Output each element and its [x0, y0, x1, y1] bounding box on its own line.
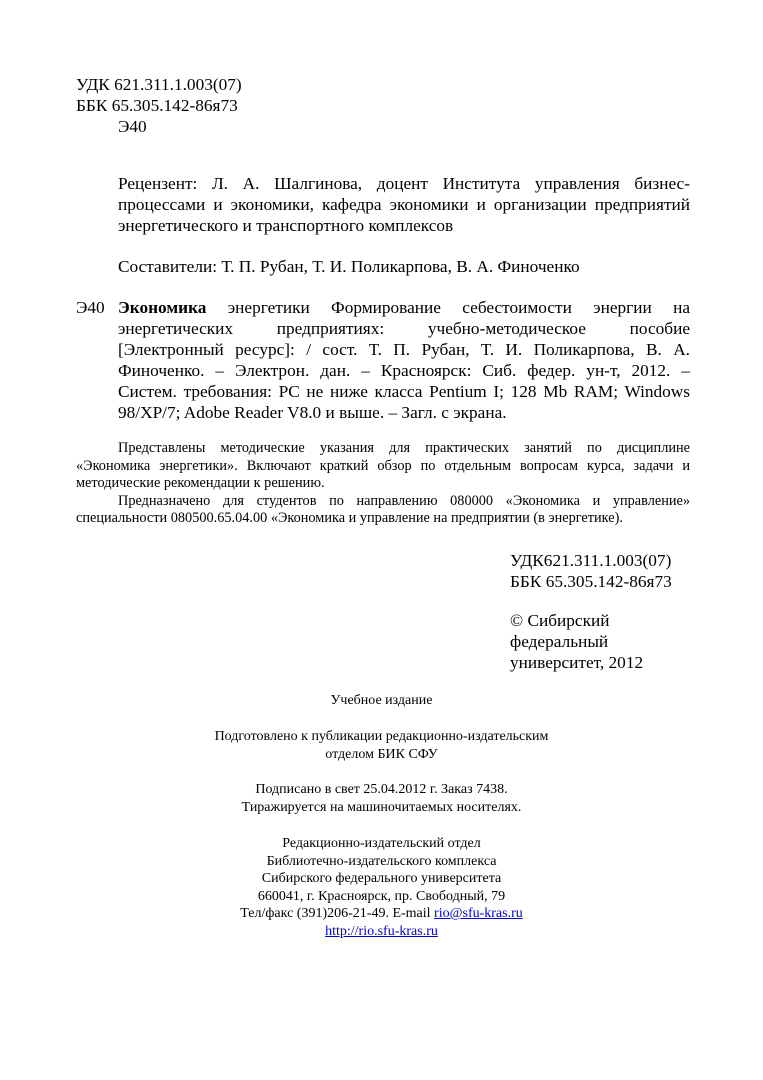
publisher-line: Библиотечно-издательского комплекса: [266, 853, 497, 869]
bib-line: Систем. требования: PC не ниже класса Pentium I; 128 Mb RAM; Windows: [118, 382, 690, 401]
header-codes: [76, 74, 242, 137]
abstract-line: «Экономика энергетики». Включают краткий обзор по отдельным вопросам курса, задачи и: [76, 457, 690, 474]
prepared-line: Подготовлено к публикации редакционно-издательским: [214, 729, 549, 744]
contact-line: Тел/факс (391)206-21-49. E-mail rio@sfu-kras.ru: [240, 906, 523, 921]
url-line: [0, 923, 763, 941]
reviewer-line: Рецензент: Л. А. Шалгинова, доцент Института управления бизнес-: [118, 174, 690, 193]
copyright-block: [510, 610, 643, 673]
publisher-line: Сибирского федерального университета: [261, 871, 502, 886]
copyright-line: © Сибирский: [510, 611, 610, 630]
abstract-block: [76, 440, 690, 528]
reviewer-block: [118, 173, 690, 236]
signed-line: Тиражируется на машиночитаемых носителях.: [241, 799, 522, 815]
publisher-line: Редакционно-издательский отдел: [282, 836, 481, 851]
bib-line: Экономика энергетики Формирование себестоимости энергии на: [118, 298, 690, 317]
copyright-line: университет, 2012: [510, 653, 644, 672]
publisher-address: 660041, г. Красноярск, пр. Свободный, 79: [257, 888, 506, 904]
abstract-line: методические рекомендации к решению.: [76, 475, 325, 491]
edition-type: Учебное издание: [330, 693, 433, 708]
email-link[interactable]: rio@sfu-kras.ru: [434, 906, 523, 921]
bbk-code-right: ББК 65.305.142-86я73: [510, 572, 672, 591]
abstract-line: специальности 080500.65.04.00 «Экономика и управление на предприятии (в энергетике).: [76, 510, 623, 526]
bib-line: 98/XP/7; Adobe Reader V8.0 и выше. – Загл. с экрана.: [118, 403, 507, 422]
compilers-line: Составители: Т. П. Рубан, Т. И. Поликарпова, В. А. Финоченко: [118, 257, 580, 276]
udk-code-right: УДК621.311.1.003(07): [510, 551, 672, 570]
prepared-line: отделом БИК СФУ: [325, 746, 438, 762]
right-codes: [510, 550, 672, 592]
copyright-line: федеральный: [510, 632, 609, 651]
signed-block: [0, 781, 763, 816]
prepared-block: [0, 728, 763, 763]
bib-line: энергетических предприятиях: учебно-методическое пособие: [118, 319, 690, 338]
bib-description: [118, 297, 690, 423]
author-mark: Э40: [118, 117, 147, 136]
publisher-block: [0, 835, 763, 940]
abstract-line: Предназначено для студентов по направлению 080000 «Экономика и управление»: [118, 492, 690, 509]
website-link[interactable]: http://rio.sfu-kras.ru: [325, 923, 438, 939]
abstract-line: Представлены методические указания для практических занятий по дисциплине: [118, 440, 690, 456]
reviewer-line: энергетического и транспортного комплексов: [118, 216, 454, 235]
reviewer-line: процессами и экономики, кафедра экономики и организации предприятий: [118, 195, 690, 214]
bib-code: Э40: [76, 298, 105, 317]
bib-line: [Электронный ресурс]: / сост. Т. П. Рубан, Т. И. Поликарпова, В. А.: [118, 340, 690, 359]
signed-line: Подписано в свет 25.04.2012 г. Заказ 7438.: [255, 782, 508, 797]
bib-line: Финоченко. – Электрон. дан. – Красноярск: Сиб. федер. ун-т, 2012. –: [118, 361, 690, 380]
bbk-code: ББК 65.305.142-86я73: [76, 96, 238, 115]
udk-code: УДК 621.311.1.003(07): [76, 75, 242, 94]
bib-title: Экономика: [118, 298, 207, 317]
